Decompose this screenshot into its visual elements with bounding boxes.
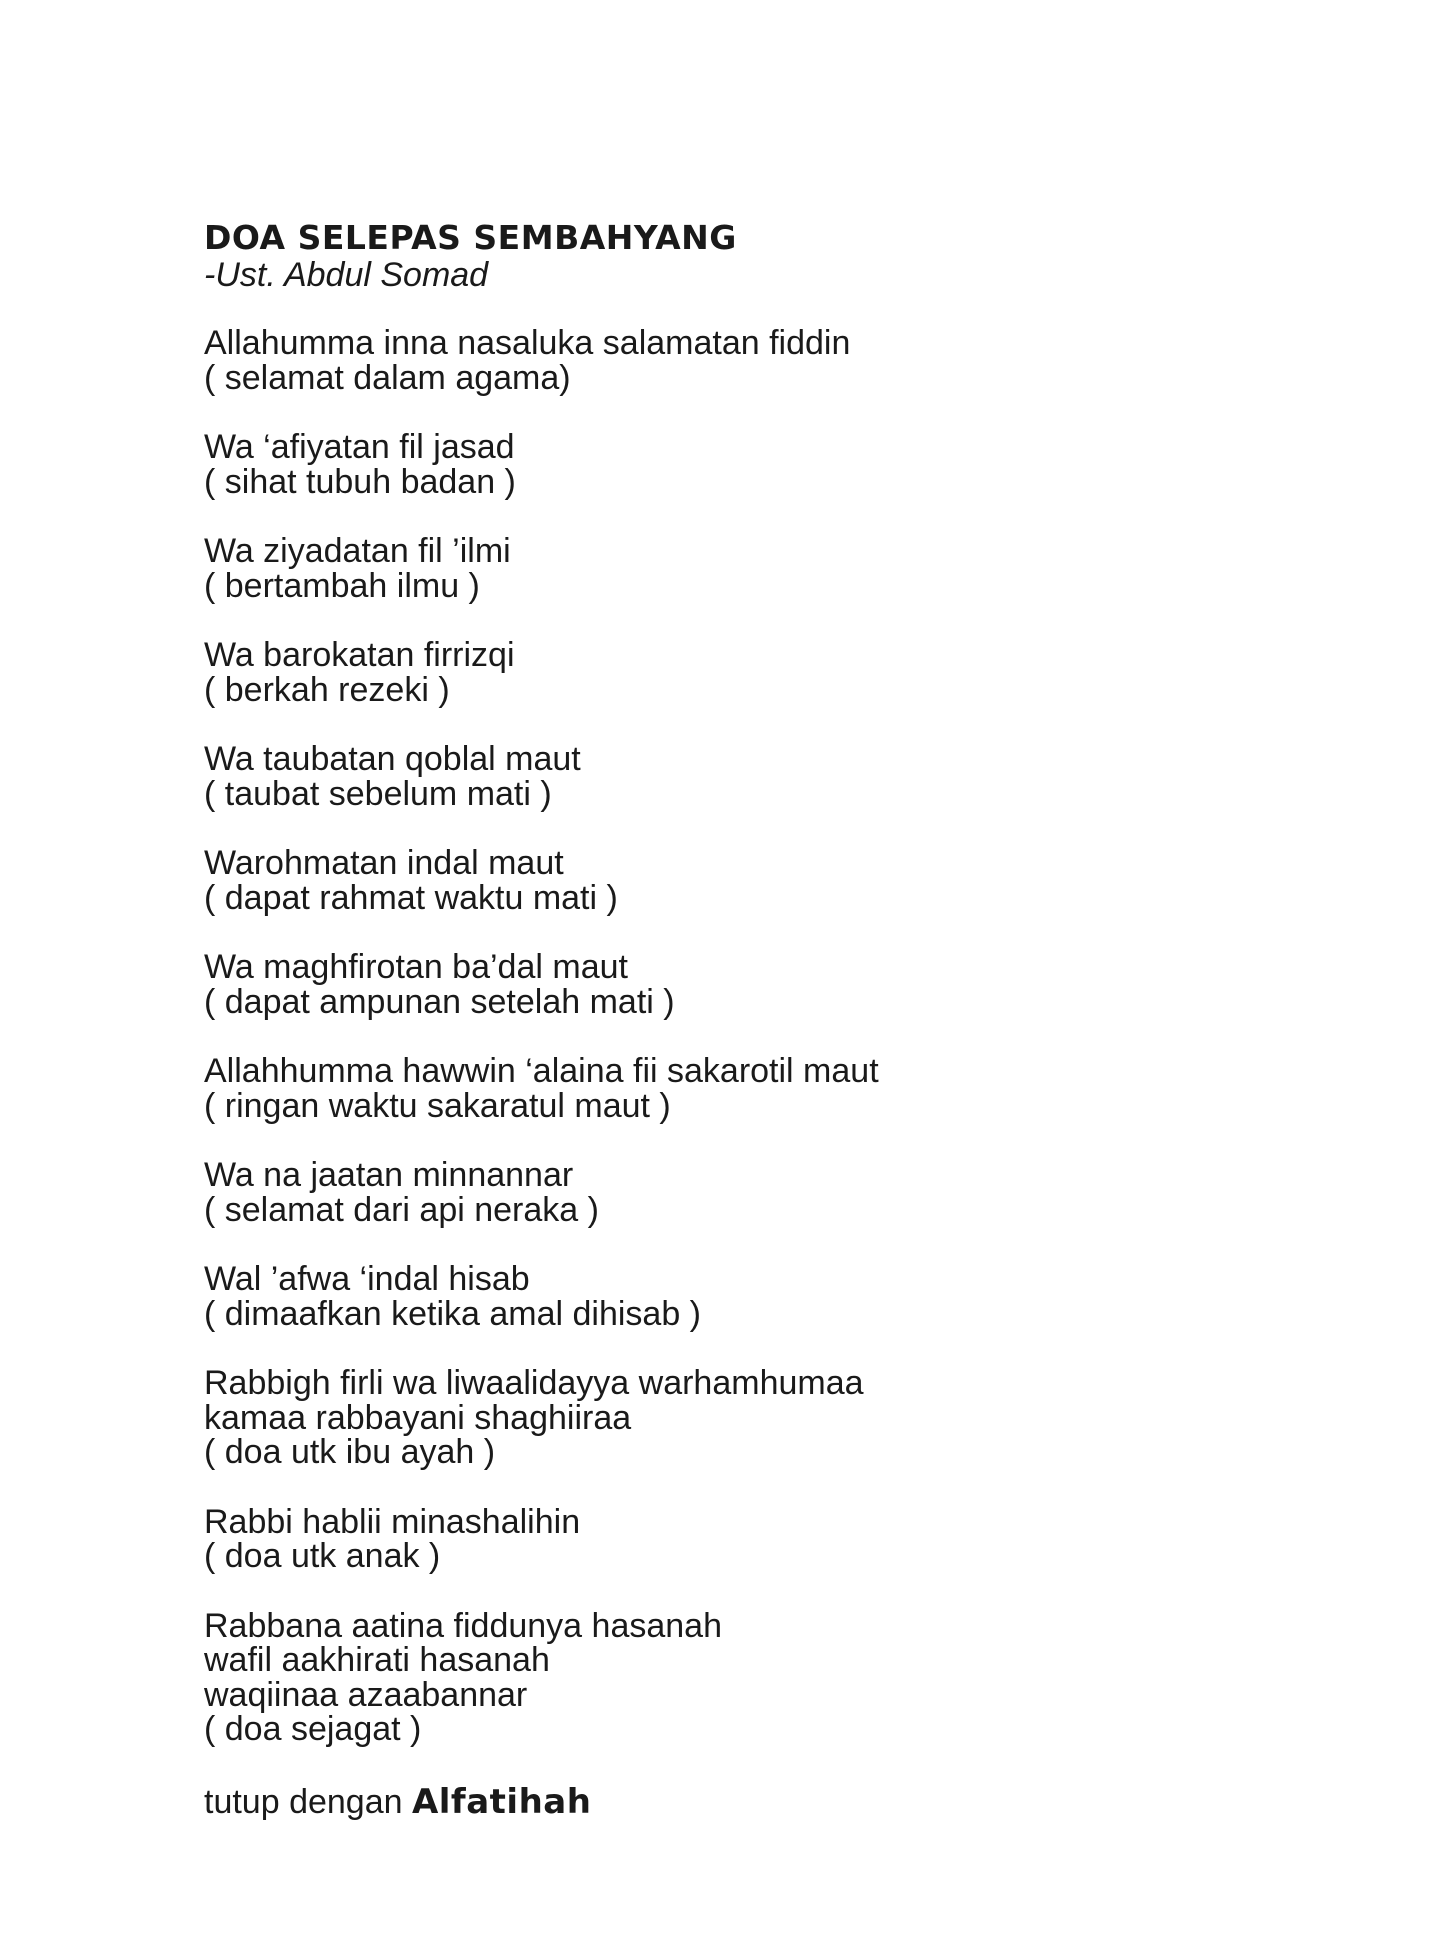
stanza-12 xyxy=(204,1502,1304,1575)
stanza-line: Allahhumma hawwin ‘alaina fii sakarotil maut xyxy=(204,1052,879,1090)
closing-prefix: tutup dengan xyxy=(204,1782,412,1821)
document-title: DOA SELEPAS SEMBAHYANG xyxy=(204,218,737,257)
stanza-10 xyxy=(204,1262,1304,1331)
stanza-3 xyxy=(204,534,1304,603)
stanza-translation: ( ringan waktu sakaratul maut ) xyxy=(204,1086,671,1125)
stanza-translation: ( dapat rahmat waktu mati ) xyxy=(204,878,618,917)
stanza-line: Wa barokatan firrizqi xyxy=(204,636,515,674)
stanza-translation: ( selamat dalam agama) xyxy=(204,358,571,397)
stanza-11 xyxy=(204,1366,1304,1470)
stanza-translation: ( taubat sebelum mati ) xyxy=(204,774,552,813)
stanza-line: Wa ‘afiyatan fil jasad xyxy=(204,428,515,466)
stanza-translation: ( doa utk anak ) xyxy=(204,1537,441,1575)
stanza-line: wafil aakhirati hasanah xyxy=(204,1641,550,1679)
closing-line xyxy=(204,1782,1304,1822)
stanza-line: Rabbigh firli wa liwaalidayya warhamhumaa xyxy=(204,1364,864,1402)
stanza-5 xyxy=(204,742,1304,811)
stanza-line: Wa na jaatan minnannar xyxy=(204,1156,574,1194)
stanza-translation: ( bertambah ilmu ) xyxy=(204,566,480,605)
stanza-1 xyxy=(204,326,1304,395)
stanza-line: Allahumma inna nasaluka salamatan fiddin xyxy=(204,324,851,362)
stanza-line: Wa ziyadatan fil ’ilmi xyxy=(204,532,511,570)
stanza-13 xyxy=(204,1606,1304,1748)
author-line: -Ust. Abdul Somad xyxy=(204,256,489,294)
stanza-line: Wa taubatan qoblal maut xyxy=(204,740,581,778)
stanza-4 xyxy=(204,638,1304,707)
stanza-translation: ( dimaafkan ketika amal dihisab ) xyxy=(204,1294,702,1333)
stanza-8 xyxy=(204,1054,1304,1123)
stanza-translation: ( dapat ampunan setelah mati ) xyxy=(204,982,675,1021)
stanza-7 xyxy=(204,950,1304,1019)
stanza-line: Rabbana aatina fiddunya hasanah xyxy=(204,1606,722,1645)
stanza-6 xyxy=(204,846,1304,915)
stanza-line: Wa maghfirotan ba’dal maut xyxy=(204,948,628,986)
stanza-translation: ( doa sejagat ) xyxy=(204,1710,422,1748)
stanza-line: kamaa rabbayani shaghiiraa xyxy=(204,1398,632,1437)
stanza-9 xyxy=(204,1158,1304,1227)
stanza-translation: ( berkah rezeki ) xyxy=(204,670,450,709)
closing-emphasis: Alfatihah xyxy=(411,1781,592,1822)
stanza-translation: ( sihat tubuh badan ) xyxy=(204,462,516,501)
stanza-line: Warohmatan indal maut xyxy=(204,844,564,882)
prayer-text xyxy=(204,218,1304,1822)
stanza-line: Wal ’afwa ‘indal hisab xyxy=(204,1260,530,1298)
stanza-line: Rabbi hablii minashalihin xyxy=(204,1502,581,1541)
stanza-translation: ( doa utk ibu ayah ) xyxy=(204,1433,496,1471)
stanza-line: waqiinaa azaabannar xyxy=(204,1675,528,1714)
stanza-translation: ( selamat dari api neraka ) xyxy=(204,1190,599,1229)
stanza-2 xyxy=(204,430,1304,499)
